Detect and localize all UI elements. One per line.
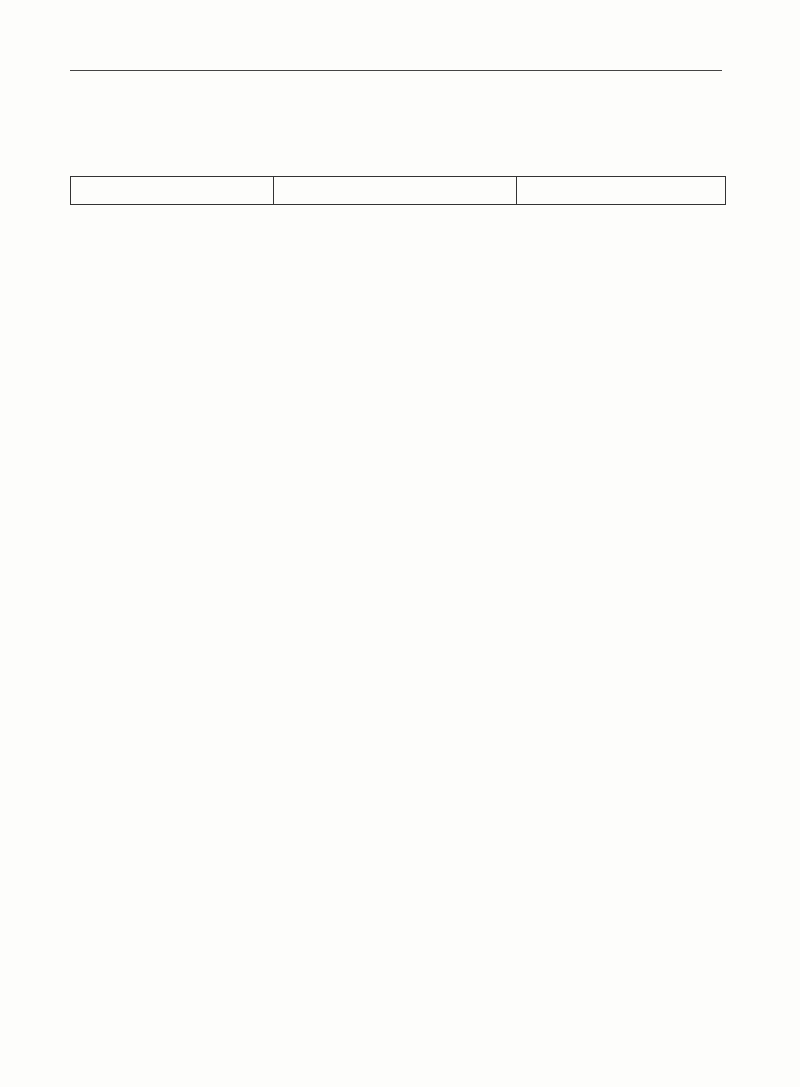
table-1 (70, 176, 726, 205)
header-torque (274, 177, 517, 205)
header-rule (70, 70, 722, 71)
table-header-row (71, 177, 726, 205)
header-spec (71, 177, 274, 205)
header-force (517, 177, 726, 205)
